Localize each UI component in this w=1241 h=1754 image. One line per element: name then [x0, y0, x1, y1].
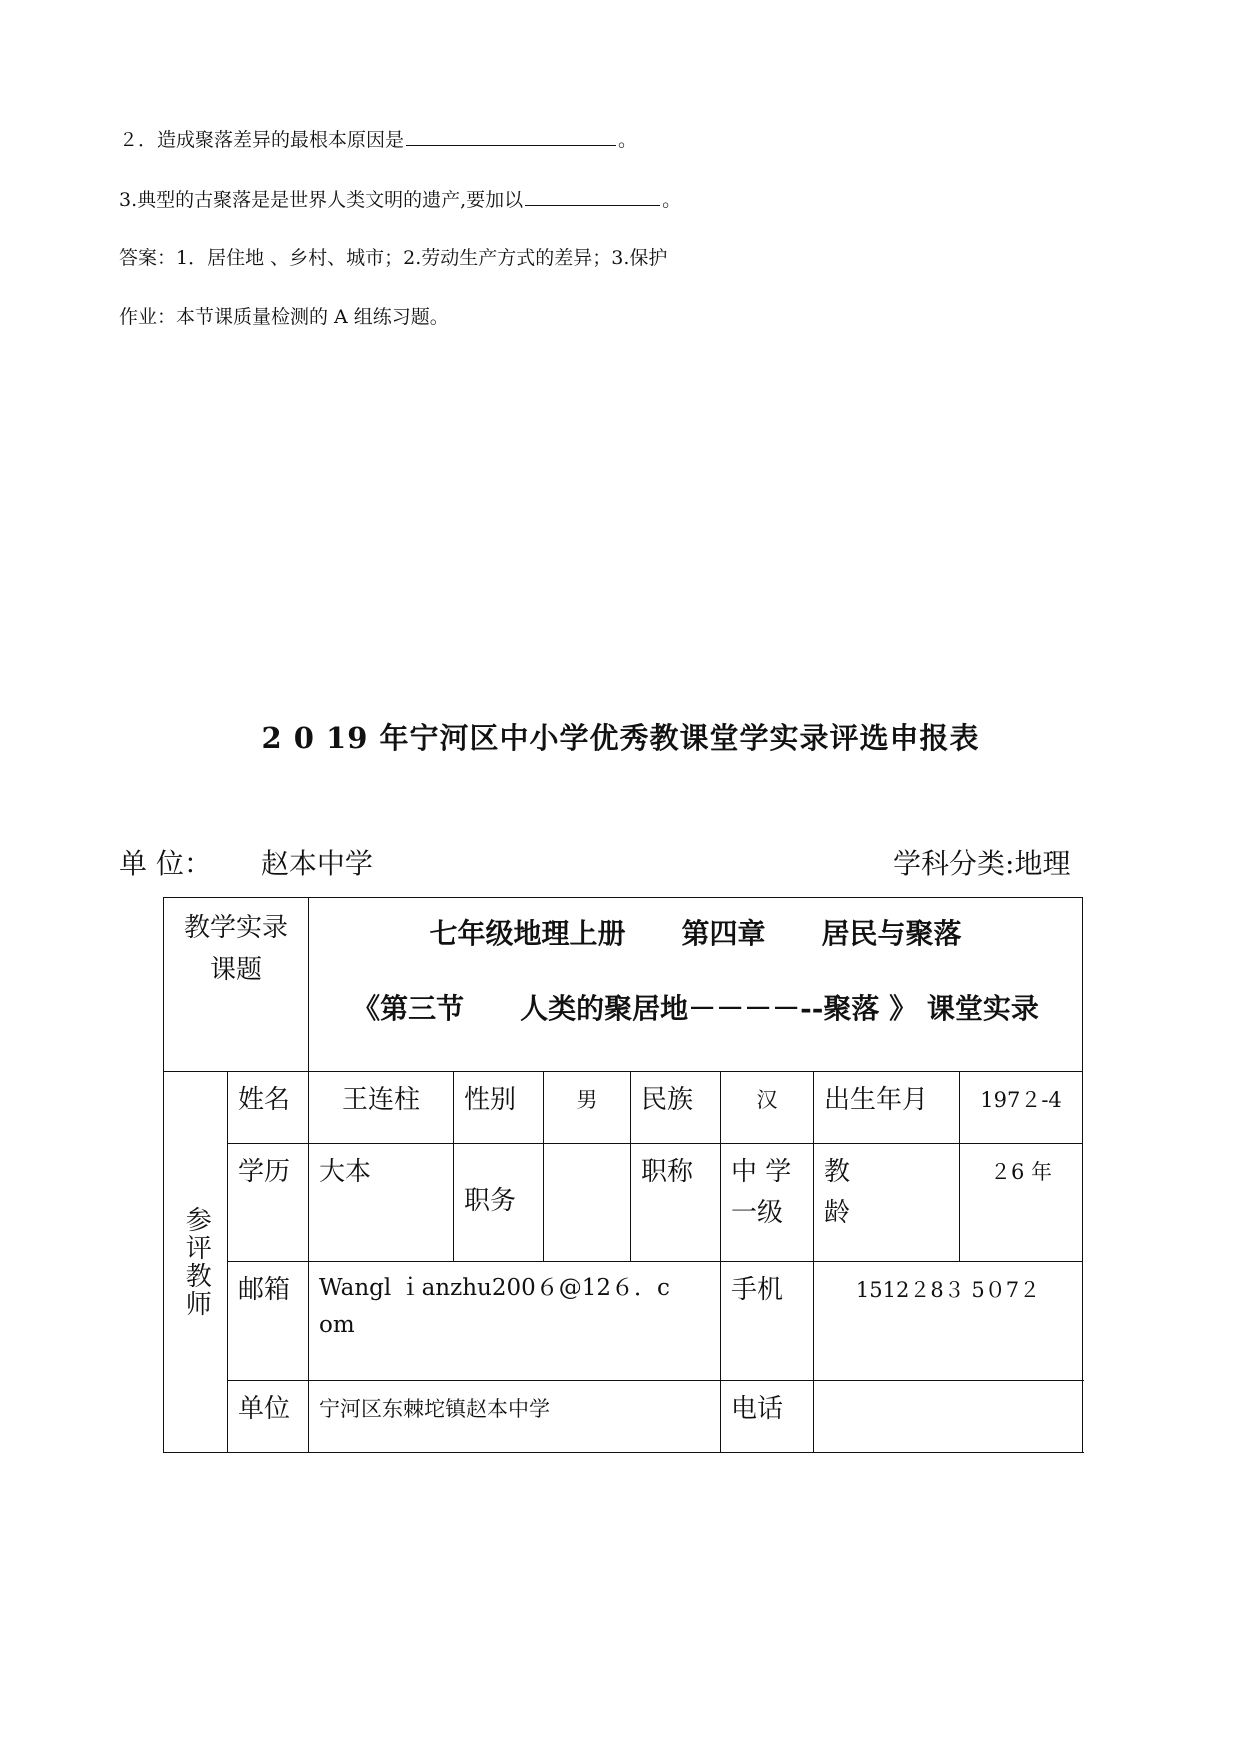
- work-unit-value: 宁河区东棘坨镇赵本中学: [309, 1381, 721, 1453]
- unit-value: 赵本中学: [260, 847, 373, 880]
- gender-label: 性别: [454, 1071, 544, 1143]
- title-value-1: 中 学: [731, 1156, 792, 1187]
- teacher-label: 参评教师: [181, 1205, 212, 1318]
- position-value: [544, 1143, 631, 1261]
- ethnicity-label: 民族: [631, 1071, 721, 1143]
- teaching-age-label-cell: [814, 1143, 960, 1261]
- birth-value: 197２-4: [960, 1071, 1083, 1143]
- subject-header: [893, 842, 1070, 882]
- ethnicity-value: 汉: [721, 1071, 814, 1143]
- phone-value: [814, 1381, 1083, 1453]
- birth-label: 出生年月: [814, 1071, 960, 1143]
- email-value-1: Wangl ｉanzhu200６@12６．c: [319, 1274, 670, 1301]
- question-3-end: 。: [662, 189, 682, 211]
- email-value-2: om: [319, 1311, 355, 1338]
- title-value-2: 一级: [731, 1198, 784, 1229]
- unit-header: [119, 842, 373, 882]
- teaching-age-label-1: 教: [824, 1156, 851, 1187]
- question-2: [119, 125, 637, 152]
- question-2-end: 。: [618, 129, 638, 151]
- topic-value-cell: [309, 898, 1083, 1072]
- topic-label-2: 课题: [210, 954, 263, 985]
- teacher-label-cell: [164, 1071, 228, 1452]
- topic-line-2: 《第三节 人类的聚居地－－－－--聚落 》 课堂实录: [352, 991, 1039, 1025]
- subject-label: 学科分类:: [893, 847, 1015, 880]
- title-label: 职称: [631, 1143, 721, 1261]
- teaching-age-value: ２6 年: [960, 1143, 1083, 1261]
- subject-value: 地理: [1014, 847, 1071, 880]
- position-label: 职务: [454, 1143, 544, 1261]
- application-form-table: [163, 897, 1083, 1453]
- title-value-cell: [721, 1143, 814, 1261]
- mobile-label: 手机: [721, 1261, 814, 1380]
- topic-label-1: 教学实录: [184, 913, 289, 943]
- phone-label: 电话: [721, 1381, 814, 1453]
- email-label: 邮箱: [228, 1261, 309, 1380]
- question-3: [119, 185, 681, 212]
- gender-value: 男: [544, 1071, 631, 1143]
- topic-line-1: 七年级地理上册 第四章 居民与聚落: [429, 917, 962, 950]
- topic-label-cell: [164, 898, 309, 1072]
- email-value-cell: [309, 1261, 721, 1380]
- teaching-age-label-2: 龄: [824, 1198, 851, 1229]
- work-unit-label: 单位: [228, 1381, 309, 1453]
- mobile-value: 1512２8３ 5０7２: [814, 1261, 1083, 1380]
- education-label: 学历: [228, 1143, 309, 1261]
- answer-key: 答案：1．居住地 、乡村、城市；2.劳动生产方式的差异；3.保护: [119, 247, 668, 269]
- answer-blank: [525, 204, 660, 206]
- answer-blank: [406, 144, 616, 146]
- question-3-text: 3.典型的古聚落是是世界人类文明的遗产,要加以: [119, 189, 524, 211]
- homework: 作业：本节课质量检测的 A 组练习题。: [119, 306, 449, 328]
- name-value: 王连柱: [309, 1071, 454, 1143]
- question-2-text: ２．造成聚落差异的最根本原因是: [119, 129, 405, 151]
- form-title: 2 0 19 年宁河区中小学优秀教课堂学实录评选申报表: [261, 721, 980, 755]
- unit-label: 单 位：: [119, 847, 212, 880]
- education-value: 大本: [309, 1143, 454, 1261]
- name-label: 姓名: [228, 1071, 309, 1143]
